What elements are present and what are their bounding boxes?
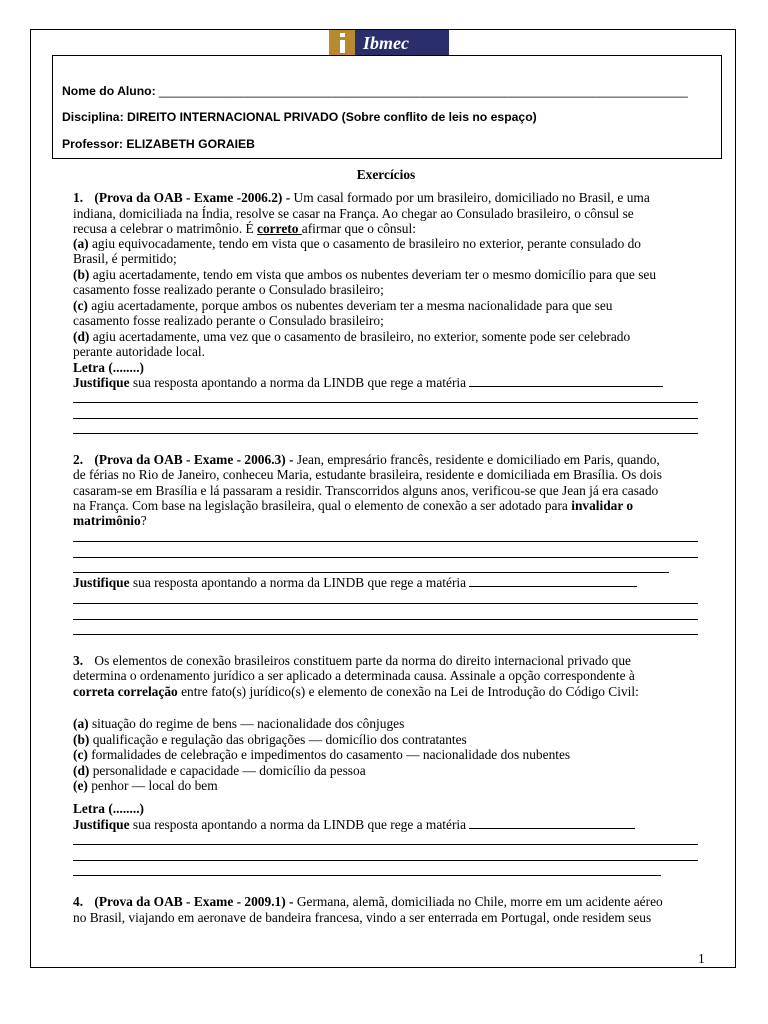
q1-text-3a: recusa a celebrar o matrimônio. É — [73, 221, 258, 236]
q3-text-3b: entre fato(s) jurídico(s) e elemento de conexão na Lei de Introdução do Código Civil: — [177, 684, 639, 699]
q3-justify-prefix: Justifique — [73, 817, 130, 832]
student-name-label: Nome do Aluno: — [62, 84, 156, 98]
q3-option-d-text: personalidade e capacidade — domicílio da pessoa — [89, 763, 366, 778]
q3-justify-blank[interactable] — [469, 817, 635, 829]
q3-line2: determina o ordenamento jurídico a ser aplicado a determinada causa. Assinale a opção correspondente à — [73, 668, 635, 683]
q3-answer-line[interactable] — [73, 875, 661, 876]
q3-option-d — [73, 763, 699, 778]
q1-option-d — [73, 329, 699, 344]
q2-number: 2. — [73, 452, 84, 467]
q3-line3 — [73, 684, 699, 699]
q3-answer-line[interactable] — [73, 860, 698, 861]
q1-option-a-text: agiu equivocadamente, tendo em vista que o casamento de brasileiro no exterior, perante consulado do — [88, 236, 642, 251]
ibmec-logo — [329, 30, 449, 56]
q2-line3: casaram-se em Brasília e lá passaram a residir. Transcorridos alguns anos, verificou-se que Jean já era casado — [73, 483, 659, 498]
q1-justify-text: sua resposta apontando a norma da LINDB que rege a matéria — [129, 375, 467, 390]
q3-line1 — [73, 653, 699, 668]
q4-source: (Prova da OAB - Exame - 2009.1) - — [94, 894, 294, 909]
q1-option-d-cont: perante autoridade local. — [73, 344, 205, 359]
q1-letra: Letra (........) — [73, 360, 145, 375]
q2-justify-prefix: Justifique — [73, 575, 130, 590]
q1-option-a — [73, 236, 699, 251]
q1-option-b — [73, 267, 699, 282]
q2-line1 — [73, 452, 699, 467]
q3-option-b-text: qualificação e regulação das obrigações — domicílio dos contratantes — [89, 732, 467, 747]
q1-option-c — [73, 298, 699, 313]
q2-line5 — [73, 513, 699, 528]
q3-option-d-letter: (d) — [73, 763, 90, 778]
q2-text-4a: na França. Com base na legislação brasileira, qual o elemento de conexão a ser adotado para — [73, 498, 572, 513]
q3-option-e — [73, 778, 699, 793]
q1-answer-line[interactable] — [73, 418, 698, 419]
q1-option-b-cont: casamento fosse realizado perante o Consulado brasileiro; — [73, 282, 384, 297]
q1-justify-blank[interactable] — [469, 375, 663, 387]
q1-option-b-letter: (b) — [73, 267, 90, 282]
q1-answer-line[interactable] — [73, 433, 698, 434]
q1-option-d-text: agiu acertadamente, uma vez que o casamento de brasileiro, no exterior, somente pode ser celebrado — [89, 329, 631, 344]
q2-answer-line[interactable] — [73, 572, 669, 573]
q2-justify-blank[interactable] — [469, 575, 637, 587]
q3-answer-line[interactable] — [73, 844, 698, 845]
q3-justify — [73, 817, 699, 832]
student-name-blank: ______________________________________________________________________________ — [159, 84, 688, 98]
q3-option-a — [73, 716, 699, 731]
q1-correto: correto — [257, 221, 302, 236]
page-number: 1 — [698, 951, 705, 966]
q3-option-b-letter: (b) — [73, 732, 90, 747]
q4-number: 4. — [73, 894, 84, 909]
q4-text-1: Germana, alemã, domiciliada no Chile, morre em um acidente aéreo — [293, 894, 663, 909]
q3-option-c — [73, 747, 699, 762]
q1-line1 — [73, 190, 699, 205]
q2-source: (Prova da OAB - Exame - 2006.3) - — [94, 452, 294, 467]
q2-line2: de férias no Rio de Janeiro, conheceu Maria, estudante brasileira, residente e domiciliada em Brasília. Os dois — [73, 467, 662, 482]
q3-option-c-text: formalidades de celebração e impedimentos do casamento — nacionalidade dos nubentes — [87, 747, 571, 762]
q1-text-1: Um casal formado por um brasileiro, domiciliado no Brasil, e uma — [290, 190, 650, 205]
q1-option-a-cont: Brasil, é permitido; — [73, 251, 177, 266]
q3-option-c-letter: (c) — [73, 747, 88, 762]
q1-source: (Prova da OAB - Exame -2006.2) - — [94, 190, 291, 205]
q3-option-e-letter: (e) — [73, 778, 88, 793]
q2-answer-line[interactable] — [73, 557, 698, 558]
q2-line4 — [73, 498, 699, 513]
q3-letra: Letra (........) — [73, 801, 145, 816]
q3-option-a-text: situação do regime de bens — nacionalidade dos cônjuges — [88, 716, 405, 731]
q4-line1 — [73, 894, 699, 909]
q1-option-c-cont: casamento fosse realizado perante o Consulado brasileiro; — [73, 313, 384, 328]
q2-question-mark: ? — [140, 513, 147, 528]
q2-justify-text: sua resposta apontando a norma da LINDB que rege a matéria — [129, 575, 467, 590]
discipline: Disciplina: DIREITO INTERNACIONAL PRIVADO (Sobre conflito de leis no espaço) — [62, 110, 537, 124]
q1-line3 — [73, 221, 699, 236]
q3-correta-correlacao: correta correlação — [73, 684, 178, 699]
q3-text-1: Os elementos de conexão brasileiros constituem parte da norma do direito internacional privado que — [94, 653, 631, 668]
student-name-line — [62, 84, 688, 99]
q1-justify-prefix: Justifique — [73, 375, 130, 390]
q1-line2: indiana, domiciliada na Índia, resolve se casar na França. Ao chegar ao Consulado brasileiro, o cônsul se — [73, 206, 634, 221]
q2-answer-line[interactable] — [73, 619, 698, 620]
q1-option-d-letter: (d) — [73, 329, 90, 344]
q2-matrimonio: matrimônio — [73, 513, 141, 528]
q2-justify — [73, 575, 699, 590]
logo-text: Ibmec — [355, 30, 449, 56]
q3-option-e-text: penhor — local do bem — [87, 778, 218, 793]
q1-option-c-letter: (c) — [73, 298, 88, 313]
q4-line2: no Brasil, viajando em aeronave de bandeira francesa, vindo a ser enterrada em Portugal, onde residem seus — [73, 910, 652, 925]
q3-number: 3. — [73, 653, 84, 668]
q2-answer-line[interactable] — [73, 634, 698, 635]
q3-option-a-letter: (a) — [73, 716, 89, 731]
q3-justify-text: sua resposta apontando a norma da LINDB que rege a matéria — [129, 817, 467, 832]
q1-option-a-letter: (a) — [73, 236, 89, 251]
page-title: Exercícios — [356, 167, 416, 182]
q3-option-b — [73, 732, 699, 747]
q1-answer-line[interactable] — [73, 402, 698, 403]
q2-invalidar: invalidar o — [571, 498, 634, 513]
logo-mark-icon — [329, 30, 355, 56]
professor: Professor: ELIZABETH GORAIEB — [62, 137, 255, 151]
q2-answer-line[interactable] — [73, 541, 698, 542]
q1-number: 1. — [73, 190, 84, 205]
q2-text-1: Jean, empresário francês, residente e domiciliado em Paris, quando, — [293, 452, 660, 467]
q1-justify — [73, 375, 699, 390]
q1-option-c-text: agiu acertadamente, porque ambos os nubentes deveriam ter a mesma nacionalidade para que seu — [87, 298, 613, 313]
q1-option-b-text: agiu acertadamente, tendo em vista que ambos os nubentes deveriam ter o mesmo domicílio para que seu — [89, 267, 657, 282]
q2-answer-line[interactable] — [73, 603, 698, 604]
q1-text-3c: afirmar que o cônsul: — [301, 221, 416, 236]
